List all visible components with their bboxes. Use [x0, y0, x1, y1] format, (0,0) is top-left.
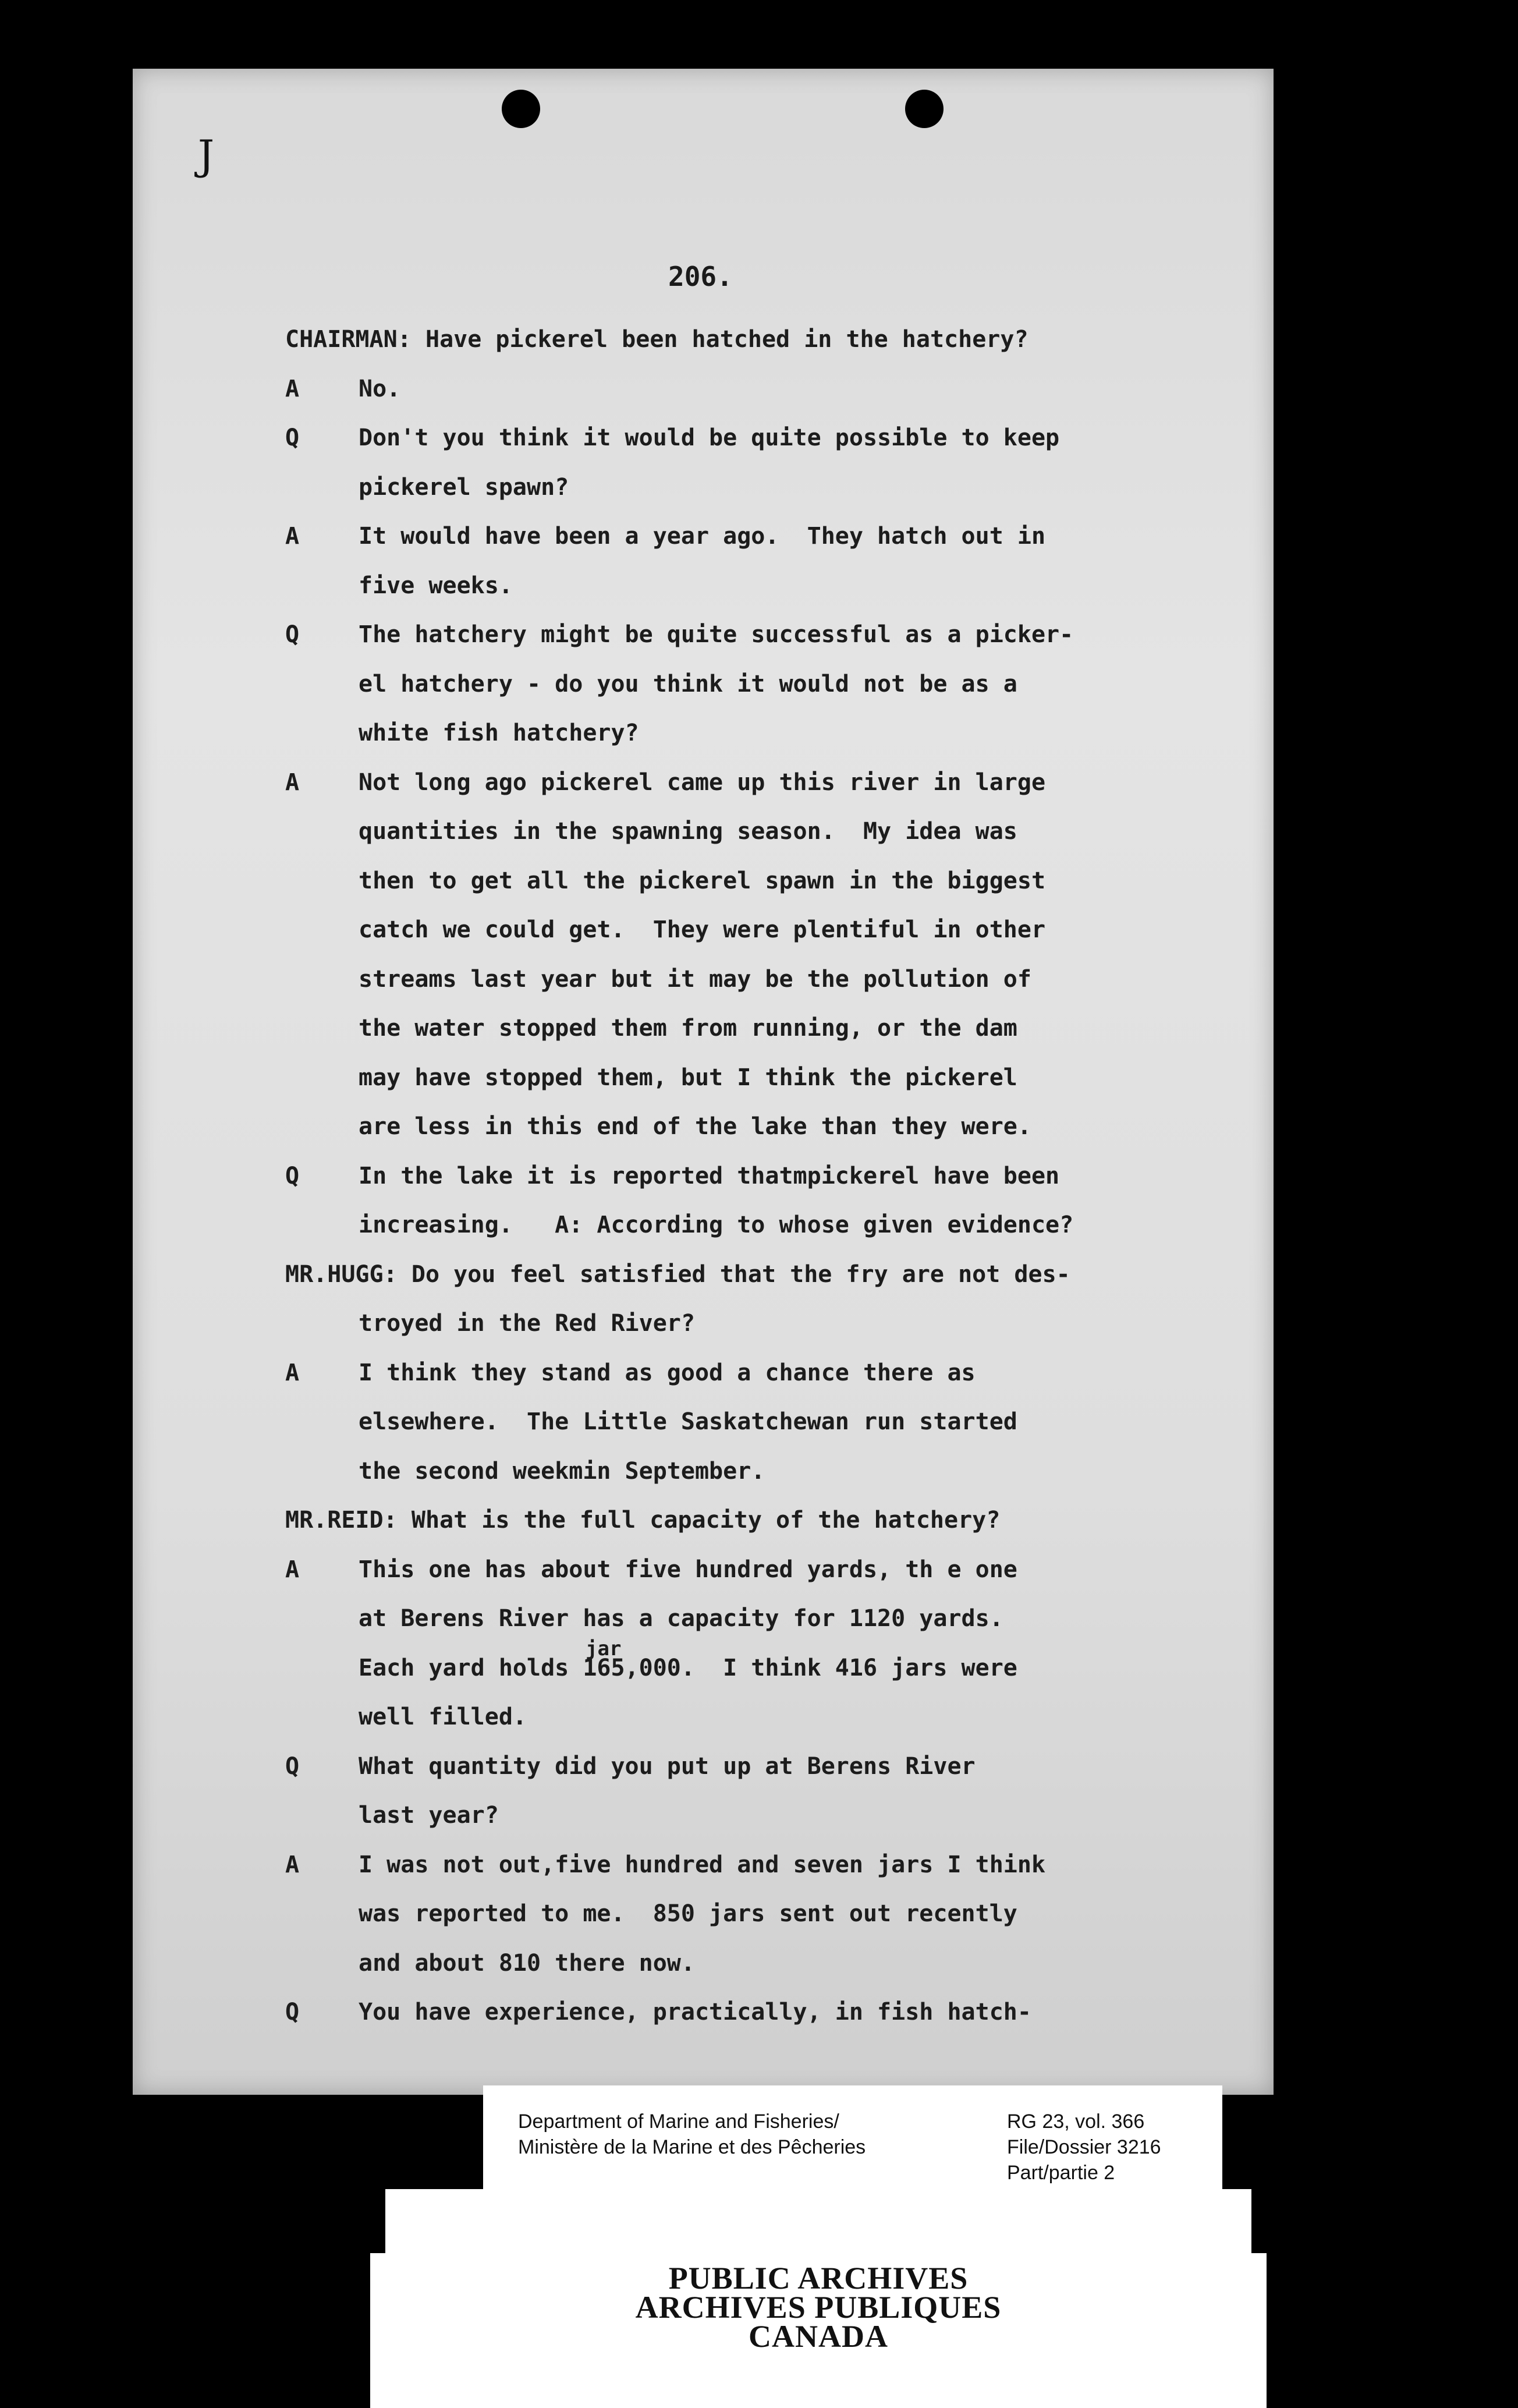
rg-reference: RG 23, vol. 366	[1007, 2110, 1145, 2133]
archive-label-card	[483, 2085, 1222, 2202]
line-text: well filled.	[359, 1704, 527, 1730]
punch-hole	[905, 90, 944, 128]
transcript-line	[285, 1753, 1286, 1803]
line-text: What quantity did you put up at Berens River	[359, 1752, 976, 1780]
page-number: 206.	[668, 261, 733, 292]
transcript-line	[285, 1802, 1286, 1851]
line-text: The hatchery might be quite successful as a picker-	[359, 621, 1074, 648]
line-text: I think they stand as good a chance there as	[359, 1359, 976, 1386]
transcript-line	[285, 1261, 1286, 1311]
transcript-line	[285, 966, 1286, 1015]
interlinear-correction: jar	[586, 1637, 622, 1660]
transcript-line	[285, 1900, 1286, 1950]
transcript-line	[285, 720, 1286, 769]
reference-label	[1007, 2109, 1161, 2186]
speaker-marker: Q	[285, 1752, 300, 1780]
line-text: Do you feel satisfied that the fry are not des-	[411, 1260, 1070, 1288]
transcript-line	[285, 1556, 1286, 1606]
margin-mark: J	[198, 132, 215, 179]
transcript-line	[285, 916, 1286, 966]
transcript-line	[285, 523, 1286, 572]
transcript-line	[285, 1704, 1286, 1753]
speaker-marker: Q	[285, 621, 300, 648]
archive-stamp-card	[370, 2189, 1267, 2408]
line-text: white fish hatchery?	[359, 720, 639, 746]
transcript-line	[285, 769, 1286, 819]
speaker-marker: A	[285, 769, 300, 796]
transcript-line	[285, 621, 1286, 671]
transcript-line	[285, 1458, 1286, 1507]
transcript-line	[285, 1113, 1286, 1163]
transcript-line	[285, 1605, 1286, 1655]
transcript-line	[285, 1064, 1286, 1114]
punch-hole	[502, 90, 540, 128]
line-text: Have pickerel been hatched in the hatchery?	[425, 326, 1028, 353]
transcript-line	[285, 474, 1286, 523]
speaker-and-text: MR.HUGG:	[285, 1260, 398, 1288]
speaker-marker: A	[285, 375, 300, 402]
transcript-line	[285, 1999, 1286, 2048]
card-notch	[1251, 2189, 1267, 2253]
transcript-line	[285, 376, 1286, 425]
line-text: and about 810 there now.	[359, 1949, 695, 1977]
line-text: the second weekmin September.	[359, 1457, 765, 1485]
department-line-1: Department of Marine and Fisheries/	[518, 2110, 839, 2133]
transcript-line	[285, 1310, 1286, 1359]
transcript-line	[285, 671, 1286, 720]
speaker-and-text: MR.REID:	[285, 1507, 398, 1534]
transcript-line	[285, 1851, 1286, 1901]
line-text: pickerel spawn?	[359, 473, 569, 501]
file-reference: File/Dossier 3216	[1007, 2136, 1161, 2158]
line-text: troyed in the Red River?	[359, 1310, 695, 1337]
line-text: What is the full capacity of the hatchery?	[411, 1507, 1001, 1534]
line-text: streams last year but it may be the pollution of	[359, 965, 1031, 993]
card-notch	[370, 2189, 385, 2253]
transcript-body	[285, 326, 1286, 2048]
transcript-line	[285, 1163, 1286, 1212]
line-text: Each yard holds 165,000. I think 416 jars were	[359, 1654, 1017, 1681]
line-text: No.	[359, 375, 401, 402]
line-text: el hatchery - do you think it would not be as a	[359, 670, 1017, 697]
line-text: was reported to me. 850 jars sent out recently	[359, 1900, 1017, 1927]
speaker-marker: Q	[285, 1999, 300, 2025]
stamp-line-1: PUBLIC ARCHIVES	[668, 2261, 969, 2296]
speaker-marker: A	[285, 1556, 300, 1583]
transcript-line	[285, 867, 1286, 917]
line-text: You have experience, practically, in fish hatch-	[359, 1999, 1031, 2025]
transcript-line	[285, 1212, 1286, 1261]
line-text: quantities in the spawning season. My idea was	[359, 818, 1017, 845]
transcript-line	[285, 326, 1286, 376]
transcript-line	[285, 424, 1286, 474]
line-text: then to get all the pickerel spawn in the biggest	[359, 867, 1046, 894]
transcript-line	[285, 1359, 1286, 1409]
speaker-marker: Q	[285, 1162, 300, 1189]
line-text: It would have been a year ago. They hatch out in	[359, 523, 1046, 550]
archives-stamp	[370, 2261, 1267, 2354]
speaker-marker: A	[285, 1851, 300, 1878]
transcript-line	[285, 1655, 1286, 1704]
line-text: This one has about five hundred yards, th e one	[359, 1556, 1017, 1583]
speaker-marker: Q	[285, 424, 300, 451]
part-reference: Part/partie 2	[1007, 2162, 1115, 2184]
department-label	[518, 2109, 866, 2160]
transcript-line	[285, 572, 1286, 622]
stamp-line-2: ARCHIVES PUBLIQUES	[635, 2290, 1002, 2325]
speaker-marker: A	[285, 1359, 300, 1386]
line-text: Not long ago pickerel came up this river in large	[359, 769, 1046, 796]
transcript-line	[285, 1408, 1286, 1458]
transcript-line	[285, 818, 1286, 867]
line-text: I was not out,five hundred and seven jars I think	[359, 1851, 1046, 1878]
speaker-marker: A	[285, 523, 300, 550]
transcript-line	[285, 1015, 1286, 1064]
line-text: Don't you think it would be quite possible to keep	[359, 424, 1060, 451]
line-text: elsewhere. The Little Saskatchewan run started	[359, 1408, 1017, 1435]
stamp-line-3: CANADA	[749, 2319, 888, 2354]
line-text: increasing. A: According to whose given evidence?	[359, 1212, 1074, 1238]
line-text: the water stopped them from running, or the dam	[359, 1015, 1017, 1042]
line-text: at Berens River has a capacity for 1120 yards.	[359, 1605, 1003, 1632]
speaker-and-text: CHAIRMAN:	[285, 326, 412, 353]
line-text: may have stopped them, but I think the pickerel	[359, 1064, 1017, 1091]
transcript-line	[285, 1950, 1286, 1999]
line-text: catch we could get. They were plentiful in other	[359, 916, 1046, 943]
department-line-2: Ministère de la Marine et des Pêcheries	[518, 2136, 866, 2158]
line-text: In the lake it is reported thatmpickerel have been	[359, 1162, 1060, 1189]
line-text: are less in this end of the lake than they were.	[359, 1113, 1031, 1140]
line-text: last year?	[359, 1802, 499, 1829]
line-text: five weeks.	[359, 572, 513, 599]
transcript-line	[285, 1507, 1286, 1556]
